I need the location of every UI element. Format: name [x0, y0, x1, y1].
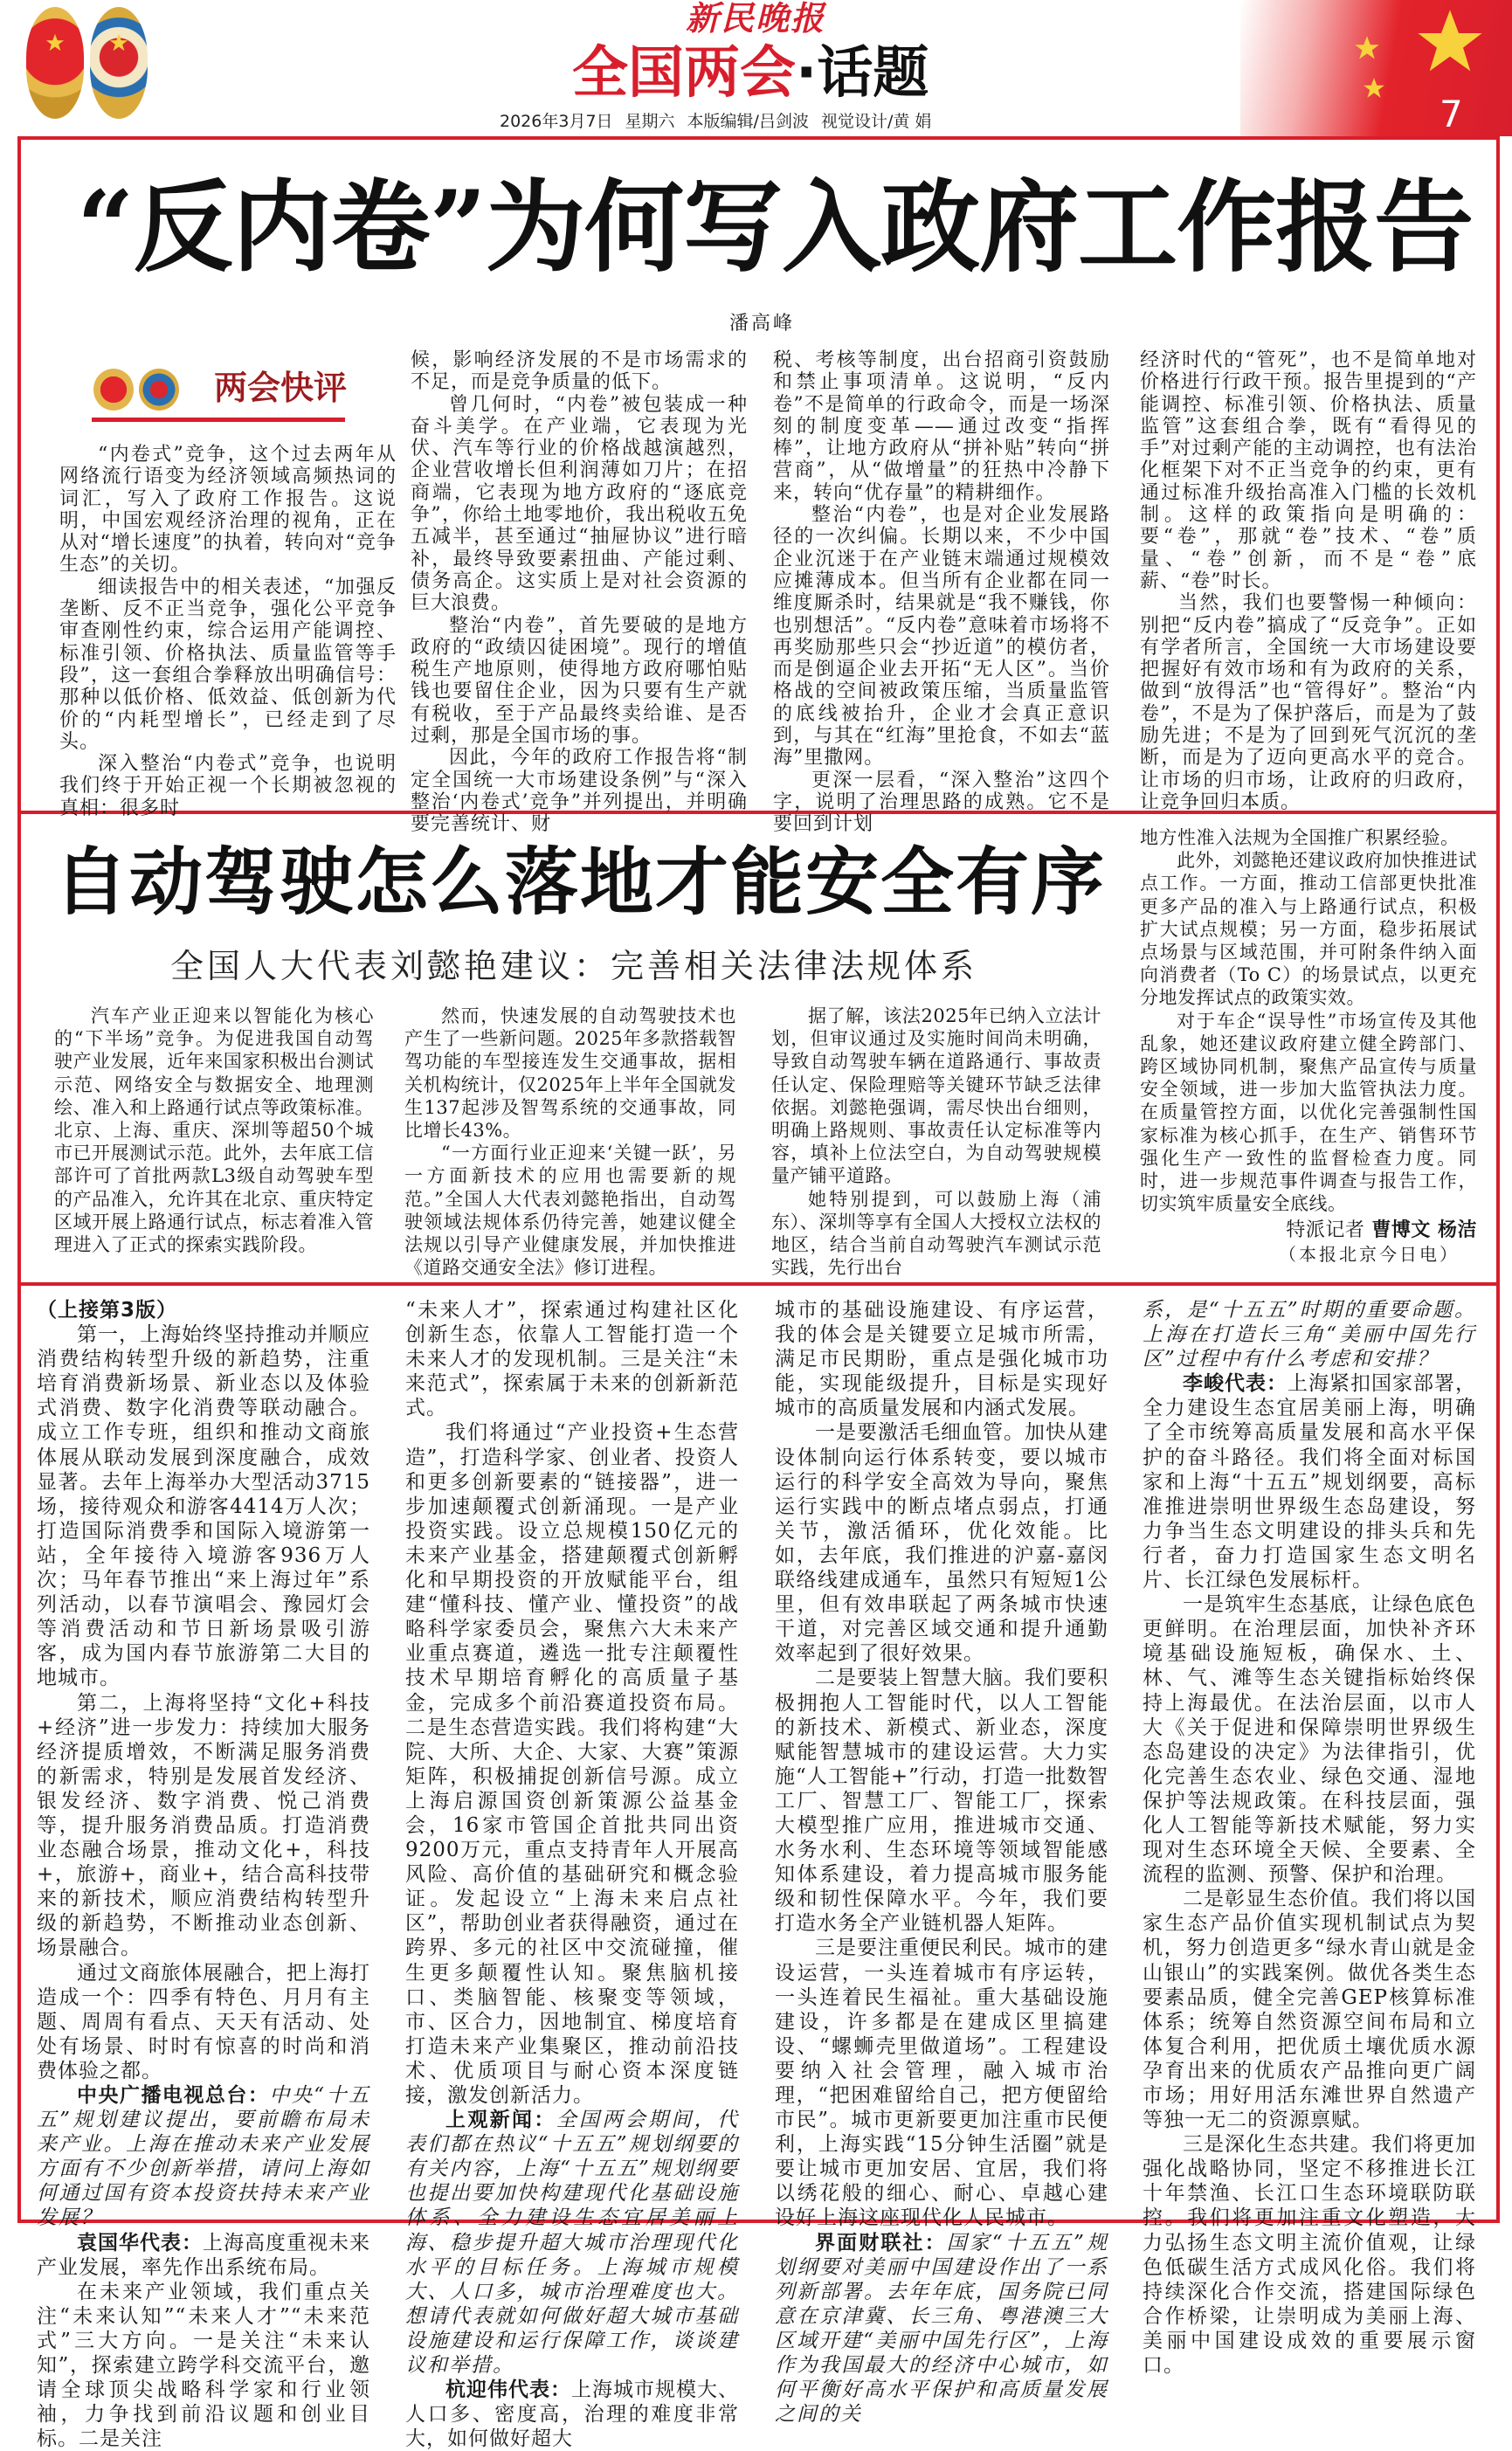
- byline-names: 曹博文 杨洁: [1371, 1219, 1477, 1242]
- star-icon: [45, 33, 65, 52]
- paragraph: [59, 444, 397, 577]
- paragraph: [773, 349, 1110, 504]
- article-column: [1140, 349, 1477, 813]
- paragraph-text: 在未来产业领域，我们重点关注“未来认知”“未来人才”“未来范式”三大方向。一是关注“未来认知”，探索建立跨学科交流平台，邀请全球顶尖战略科学家和行业领袖，力争找到前沿议题和创业目标。二是关注: [37, 2280, 370, 2451]
- paragraph: [411, 615, 748, 748]
- dateline: （本报北京今日电）: [1279, 1244, 1460, 1266]
- column-body: [1140, 826, 1477, 1215]
- article-column: [771, 1005, 1101, 1279]
- paragraph-text: 更深一层看，“深入整治”这四个字，说明了治理思路的成熟。它不是要回到计划: [773, 769, 1110, 836]
- paragraph: [37, 1322, 370, 1690]
- page-editor: 本版编辑/吕剑波: [687, 112, 809, 131]
- paragraph-text: 细读报告中的相关表述，“加强反垄断、反不正当竞争，强化公平竞争审查刚性约束，综合运用产能调控、标准引领、价格执法、质量监管等手段”，这一套组合拳释放出明确信号：那种以低价格、低效益、低创新为代价的“内耗型增长”，已经走到了尽头。: [59, 576, 397, 753]
- article-column: [404, 1005, 736, 1279]
- article-column: [405, 1298, 739, 2451]
- national-emblem-icon: [93, 369, 134, 411]
- paragraph: [404, 1142, 736, 1279]
- paragraph-text: 此外，刘懿艳还建议政府加快推进试点工作。一方面，推动工信部更快批准更多产品的准入与上路通行试点，积极扩大试点规模；另一方面，稳步拓展试点场景与区域范围，并可附条件纳入面向消费者（To C）的场景试点，以更充分地发挥试点的政策实效。: [1140, 850, 1477, 1009]
- flag-decoration: [1240, 0, 1512, 136]
- page-designer: 视觉设计/黄 娟: [820, 112, 932, 131]
- paragraph-text: 三是要注重便民利民。城市的建设运营，一头连着城市有序运转，一头连着民生福祉。重大基础设施建设，许多都是在建成区里搞建设、“螺蛳壳里做道场”。工程建设要纳入社会管理，融入城市治理，“把困难留给自己，把方便留给市民”。城市更新要更加注重市民便利，上海实践“15分钟生活圈”就是要让城市更加安居、宜居，我们将以绣花般的细心、耐心、卓越心建设好上海这座现代化人民城市。: [775, 1937, 1108, 2230]
- issue-info: [500, 112, 943, 131]
- byline-role: 特派记者: [1286, 1219, 1365, 1242]
- paragraph: [411, 747, 748, 835]
- paragraph: [771, 1005, 1101, 1188]
- paragraph: [37, 2280, 370, 2451]
- paragraph-text: 一是要激活毛细血管。加快从建设体制向运行体系转变，要以城市运行的科学安全高效为导向，聚焦运行实践中的断点堵点弱点，打通关节，激活循环，优化效能。比如，去年底，我们推进的沪嘉-嘉闵联络线建成通车，虽然只有短短1公里，但有效串联起了两条城市快速干道，对完善区域交通和提升通勤效率起到了很好效果。: [775, 1421, 1108, 1666]
- paragraph-text: 上海高度重视未来产业发展，率先作出系统布局。: [37, 2231, 370, 2279]
- paragraph: [59, 753, 397, 819]
- paragraph-text: 上海城市规模大、人口多、密度高，治理的难度非常大，如何做好超大: [405, 2379, 739, 2451]
- star-icon: [1415, 7, 1485, 77]
- section-divider: [17, 1282, 1500, 1286]
- paragraph: [405, 1420, 739, 2108]
- cppcc-emblem-icon: [139, 369, 179, 411]
- article-column: [59, 444, 397, 819]
- qa-paragraph: [775, 2231, 1108, 2427]
- paragraph-text: 因此，今年的政府工作报告将“制定全国统一大市场建设条例”与“深入整治‘内卷式’竞争”并列提出，并明确要完善统计、财: [411, 747, 748, 836]
- paragraph-text: 当然，我们也要警惕一种倾向：别把“反内卷”搞成了“反竞争”。正如有学者所言，全国统一大市场建设要把握好有效市场和有为政府的关系，做到“放得活”也“管得好”。整治“内卷”，不是为了保护落后，而是为了鼓励先进；不是为了回到死气沉沉的垄断，而是为了迈向更高水平的竞合。让市场的归市场，让政府的归政府，让竞争回归本质。: [1140, 592, 1477, 813]
- qa-paragraph: [405, 2378, 739, 2451]
- speaker-label: 杭迎伟代表：: [445, 2379, 571, 2402]
- paragraph-text: 候，影响经济发展的不是市场需求的不足，而是竞争质量的低下。: [411, 349, 748, 394]
- paragraph: [775, 1936, 1108, 2230]
- paragraph-text: 据了解，该法2025年已纳入立法计划，但审议通过及实施时间尚未明确，导致自动驾驶车辆在道路通行、事故责任认定、保险理赔等关键环节缺乏法律依据。刘懿艳强调，需尽快出台细则，明确上路规则、事故责任认定标准等内容，填补上位法空白，为自动驾驶规模量产铺平道路。: [771, 1005, 1101, 1187]
- section-title-red: 全国两会: [572, 41, 796, 106]
- paragraph: [773, 770, 1110, 836]
- star-icon: [1363, 77, 1385, 100]
- paragraph: [37, 1961, 370, 2083]
- headline: 自动驾驶怎么落地才能安全有序: [54, 839, 1107, 925]
- article-column: [37, 1298, 370, 2451]
- paragraph-text: “未来人才”，探索通过构建社区化创新生态，依靠人工智能打造一个未来人才的发现机制。三是关注“未来范式”，探索属于未来的创新新范式。: [405, 1299, 739, 1420]
- paragraph: [404, 1005, 736, 1142]
- paragraph-text: 通过文商旅体展融合，把上海打造成一个：四季有特色、月月有主题、周周有看点、天天有活动、处处有场景、时时有惊喜的时尚和消费体验之都。: [37, 1961, 370, 2082]
- paragraph: [775, 1666, 1108, 1936]
- paragraph-text: 地方性准入法规为全国推广积累经验。: [1140, 827, 1460, 848]
- paragraph: [773, 504, 1110, 770]
- paragraph-text: 整治“内卷”，首先要破的是地方政府的“政绩囚徒困境”。现行的增值税生产地原则，使得地方政府哪怕贴钱也要留住企业，因为只要有生产就有税收，至于产品最终卖给谁、是否过剩，那是全国市场的事。: [411, 614, 748, 748]
- qa-paragraph: [1143, 1371, 1476, 1592]
- continued-from-note: （上接第3版）: [37, 1299, 178, 1322]
- paragraph-text: 第二，上海将坚持“文化+科技+经济”进一步发力：持续加大服务经济提质增效，不断满足服务消费的新需求，特别是发展首发经济、银发经济、数字消费、悦己消费等，提升服务消费品质。打造消费业态融合场景，推动文化+，科技+，旅游+，商业+，结合高科技带来的新技术，顺应消费结构转型升级的新趋势，不断推动业态创新、场景融合。: [37, 1691, 370, 1960]
- paragraph-text: 一是筑牢生态基底，让绿色底色更鲜明。在治理层面，加快补齐环境基础设施短板，确保水、土、林、气、滩等生态关键指标始终保持上海最优。在法治层面，以市人大《关于促进和保障崇明世界级生态岛建设的决定》为法律指引，优化完善生态农业、绿色交通、湿地保护等法规政策。在科技层面，强化人工智能等新技术赋能，努力实现对生态环境全天候、全要素、全流程的监测、预警、保护和治理。: [1143, 1593, 1476, 1887]
- badge-label: 两会快评: [214, 368, 348, 407]
- article-column: [773, 349, 1110, 836]
- byline: [1140, 1219, 1477, 1243]
- headline: “反内卷”为何写入政府工作报告: [77, 169, 1474, 286]
- paragraph-text: 经济时代的“管死”，也不是简单地对价格进行行政干预。报告里提到的“产能调控、标准引领、价格执法、质量监管”这套组合拳，既有“看得见的手”对过剩产能的主动调控，也有法治化框架下对不正当竞争的约束，更有通过标准升级抬高准入门槛的长效机制。这样的政策指向是明确的：要“卷”，那就“卷”技术、“卷”质量、“卷”创新，而不是“卷”底薪、“卷”时长。: [1140, 349, 1477, 592]
- paragraph: [1143, 2132, 1476, 2378]
- paragraph: [59, 577, 397, 753]
- paragraph-text: 曾几何时，“内卷”被包装成一种奋斗美学。在产业端，它表现为光伏、汽车等行业的价格战越演越烈，企业营收增长但利润薄如刀片；在招商端，它表现为地方政府的“逐底竞争”，你给土地零地价，我出税收五免五减半，甚至通过“抽屉协议”进行暗补，最终导致要素扭曲、产能过剩、债务高企。这实质上是对社会资源的巨大浪费。: [411, 393, 748, 615]
- qa-paragraph: [37, 2083, 370, 2231]
- qa-paragraph: [37, 2231, 370, 2280]
- cppcc-emblem-icon: [90, 7, 148, 119]
- paragraph: [771, 1188, 1101, 1280]
- paragraph: [775, 1420, 1108, 1666]
- badge-underline: [92, 418, 345, 422]
- newspaper-name: 新民晚报: [686, 0, 826, 38]
- speaker-label: 中央广播电视总台：: [77, 2084, 270, 2107]
- speaker-label: 袁国华代表：: [77, 2231, 203, 2254]
- paragraph: [405, 1298, 739, 1420]
- qa-paragraph: [405, 2108, 739, 2378]
- article-column: [54, 1005, 374, 1256]
- paragraph: [411, 394, 748, 615]
- article-column: [411, 349, 748, 836]
- paragraph-text: 全国两会期间，代表们都在热议“十五五”规划纲要的有关内容，上海“十五五”规划纲要也提出要加快构建现代化基础设施体系、全力建设生态宜居美丽上海、稳步提升超大城市治理现代化水平的目标任务。上海城市规模大、人口多，城市治理难度也大。想请代表就如何做好超大城市基础设施建设和运行保障工作，谈谈建议和举措。: [405, 2109, 740, 2378]
- paragraph-text: 第一，上海始终坚持推动并顺应消费结构转型升级的新趋势，注重培育消费新场景、新业态以及体验式消费、数字化消费等联动融合。成立工作专班，组织和推动文商旅体展从联动发展到深度融合，成效显著。去年上海举办大型活动3715场，接待观众和游客4414万人次；打造国际消费季和国际入境游第一站，全年接待入境游客936万人次；马年春节推出“来上海过年”系列活动，以春节演唱会、豫园灯会等消费活动和节日新场景吸引游客，成为国内春节旅游第二大目的地城市。: [37, 1323, 370, 1690]
- paragraph: [37, 1691, 370, 1961]
- paragraph-text: 中央“十五五”规划建议提出，要前瞻布局未来产业。上海在推动未来产业发展方面有不少创新举措，请问上海如何通过国有资本投资扶持未来产业发展？: [37, 2084, 371, 2230]
- paragraph-text: “一方面行业正迎来‘关键一跃’，另一方面新技术的应用也需要新的规范。”全国人大代表刘懿艳指出，自动驾驶领域法规体系仍待完善，她建议健全法规以引导产业健康发展，并加快推进《道路交通安全法》修订进程。: [404, 1143, 736, 1279]
- paragraph-text: 二是要装上智慧大脑。我们要积极拥抱人工智能时代，以人工智能的新技术、新模式、新业态，深度赋能智慧城市的建设运营。大力实施“人工智能+”行动，打造一批数智工厂、智慧工厂、智能工厂，探索大模型推广应用，推进城市交通、水务水利、生态环境等领域智能感知体系建设，着力提高城市服务能级和韧性保障水平。今年，我们要打造水务全产业链机器人矩阵。: [775, 1667, 1108, 1936]
- article-column: [1140, 826, 1477, 1266]
- paragraph-text: 系，是“十五五”时期的重要命题。上海在打造长三角“美丽中国先行区”过程中有什么考虑和安排？: [1143, 1299, 1476, 1371]
- paragraph: [1143, 1592, 1476, 1887]
- issue-weekday: 星期六: [625, 112, 675, 131]
- author: 潘高峰: [729, 313, 796, 335]
- column-badge: [92, 365, 348, 426]
- paragraph-text: 深入整治“内卷式”竞争，也说明我们终于开始正视一个长期被忽视的真相：很多时: [59, 753, 397, 819]
- speaker-label: 李峻代表：: [1183, 1372, 1288, 1396]
- paragraph-text: 三是深化生态共建。我们将更加强化战略协同，坚定不移推进长江十年禁渔、长江口生态环境联防联控。我们将更加注重文化塑造，大力弘扬生态文明主流价值观，让绿色低碳生活方式成风化俗。我们将持续深化合作交流，搭建国际绿色合作桥梁，让崇明成为美丽上海、美丽中国建设成效的重要展示窗口。: [1143, 2133, 1476, 2378]
- star-icon: [109, 33, 128, 52]
- paragraph-text: “内卷式”竞争，这个过去两年从网络流行语变为经济领域高频热词的词汇，写入了政府工作报告。这说明，中国宏观经济治理的视角，正在从对“增长速度”的执着，转向对“竞争生态”的关切。: [59, 444, 397, 577]
- page-number: 7: [1440, 93, 1463, 135]
- paragraph: [54, 1005, 374, 1256]
- paragraph-text: 国家“十五五”规划纲要对美丽中国建设作出了一系列新部署。去年年底，国务院已同意在京津冀、长三角、粤港澳三大区域开建“美丽中国先行区”，上海作为我国最大的经济中心城市，如何平衡好高水平保护和高质量发展之间的关: [775, 2231, 1108, 2427]
- paragraph: [1143, 1887, 1476, 2132]
- paragraph-text: 汽车产业正迎来以智能化为核心的“下半场”竞争。为促进我国自动驾驶产业发展，近年来国家积极出台测试示范、网络安全与数据安全、地理测绘、准入和上路通行试点等政策标准。北京、上海、重庆、深圳等超50个城市已开展测试示范。此外，去年底工信部许可了首批两款L3级自动驾驶车型的产品准入，允许其在北京、重庆特定区域开展上路通行试点，标志着准入管理进入了正式的探索实践阶段。: [54, 1005, 374, 1256]
- section-title-topic: ·话题: [796, 41, 929, 106]
- paragraph-text: 我们将通过“产业投资+生态营造”，打造科学家、创业者、投资人和更多创新要素的“链接器”，进一步加速颠覆式创新涌现。一是产业投资实践。设立总规模150亿元的未来产业基金，搭建颠覆式创新孵化和早期投资的开放赋能平台，组建“懂科技、懂产业、懂投资”的战略科学家委员会，聚焦六大未来产业重点赛道，遴选一批专注颠覆性技术早期培育孵化的高质量子基金，完成多个前沿赛道投资布局。二是生态营造实践。我们将构建“大院、大所、大企、大家、大赛”策源矩阵，积极捕捉创新信号源。成立上海启源国资创新策源公益基金会，16家市管国企首批共同出资9200万元，重点支持青年人开展高风险、高价值的基础研究和概念验证。发起设立“上海未来启点社区”，帮助创业者获得融资，通过在跨界、多元的社区中交流碰撞，催生更多颠覆性认知。聚焦脑机接口、类脑智能、核聚变等领域，市、区合力，因地制宜、梯度培育打造未来产业集聚区，推动前沿技术、优质项目与耐心资本深度链接，激发创新活力。: [405, 1421, 739, 2107]
- paragraph-text: 然而，快速发展的自动驾驶技术也产生了一些新问题。2025年多款搭载智驾功能的车型接连发生交通事故，据相关机构统计，仅2025年上半年全国就发生137起涉及智驾系统的交通事故，同比增长43%。: [404, 1005, 736, 1142]
- paragraph: [1140, 1010, 1477, 1216]
- paragraph: [1143, 1298, 1476, 1371]
- article-column: [775, 1298, 1108, 2427]
- paragraph-text: 二是彰显生态价值。我们将以国家生态产品价值实现机制试点为契机，努力创造更多“绿水青山就是金山银山”的实践案例。做优各类生态要素品质，健全完善GEP核算标准体系；统筹自然资源空间布局和立体复合利用，把优质土壤优质水源孕育出来的优质农产品推向更广阔市场；用好用活东滩世界自然遗产等独一无二的资源禀赋。: [1143, 1888, 1476, 2132]
- paragraph: [1140, 592, 1477, 813]
- paragraph-text: 对于车企“误导性”市场宣传及其他乱象，她还建议政府建立健全跨部门、跨区域协同机制，聚焦产品宣传与质量安全领域，进一步加大监管执法力度。在质量管控方面，以优化完善强制性国家标准为核心抓手，在生产、销售环节强化生产一致性的监督检查力度。同时，进一步规范事件调查与报告工作，切实筑牢质量安全底线。: [1140, 1010, 1477, 1215]
- paragraph: [1140, 349, 1477, 592]
- paragraph: [1140, 849, 1477, 1009]
- paragraph: [775, 1298, 1108, 1420]
- speaker-label: 界面财联社：: [815, 2231, 947, 2254]
- column-body: [37, 1322, 370, 2451]
- speaker-label: 上观新闻：: [445, 2109, 556, 2132]
- subheadline: 全国人大代表刘懿艳建议：完善相关法律法规体系: [170, 947, 978, 985]
- paragraph-text: 整治“内卷”，也是对企业发展路径的一次纠偏。长期以来，不少中国企业沉迷于在产业链末端通过规模效应摊薄成本。但当所有企业都在同一维度厮杀时，结果就是“我不赚钱，你也别想活”。“反内卷”意味着市场将不再奖励那些只会“抄近道”的模仿者，而是倒逼企业去开拓“无人区”。当价格战的空间被政策压缩，当质量监管的底线被抬升，企业才会真正意识到，与其在“红海”里抢食，不如去“蓝海”里撒网。: [773, 504, 1110, 770]
- paragraph-text: 上海紧扣国家部署，全力建设生态宜居美丽上海，明确了全市统筹高质量发展和高水平保护的奋斗路径。我们将全面对标国家和上海“十五五”规划纲要，高标准推进崇明世界级生态岛建设，努力争当生态文明建设的排头兵和先行者，奋力打造国家生态文明名片、长江绿色发展标杆。: [1143, 1372, 1476, 1592]
- national-emblem-icon: [26, 7, 84, 119]
- paragraph: [1140, 826, 1477, 849]
- issue-date: 2026年3月7日: [500, 112, 613, 131]
- paragraph: [411, 349, 748, 394]
- paragraph-text: 税、考核等制度，出台招商引资鼓励和禁止事项清单。这说明，“反内卷”不是简单的行政命令，而是一场深刻的制度变革——通过改变“指挥棒”，让地方政府从“拼补贴”转向“拼营商”，从“做增量”的狂热中冷静下来，转向“优存量”的精耕细作。: [773, 349, 1110, 504]
- paragraph-text: 她特别提到，可以鼓励上海（浦东）、深圳等享有全国人大授权立法权的地区，结合当前自动驾驶汽车测试示范实践，先行出台: [771, 1188, 1101, 1279]
- article-column: [1143, 1298, 1476, 2378]
- section-title: [572, 42, 929, 105]
- paragraph-text: 城市的基础设施建设、有序运营，我的体会是关键要立足城市所需，满足市民期盼，重点是强化城市功能，实现能级提升，目标是实现好城市的高质量发展和内涵式发展。: [775, 1299, 1108, 1420]
- star-icon: [1354, 35, 1380, 61]
